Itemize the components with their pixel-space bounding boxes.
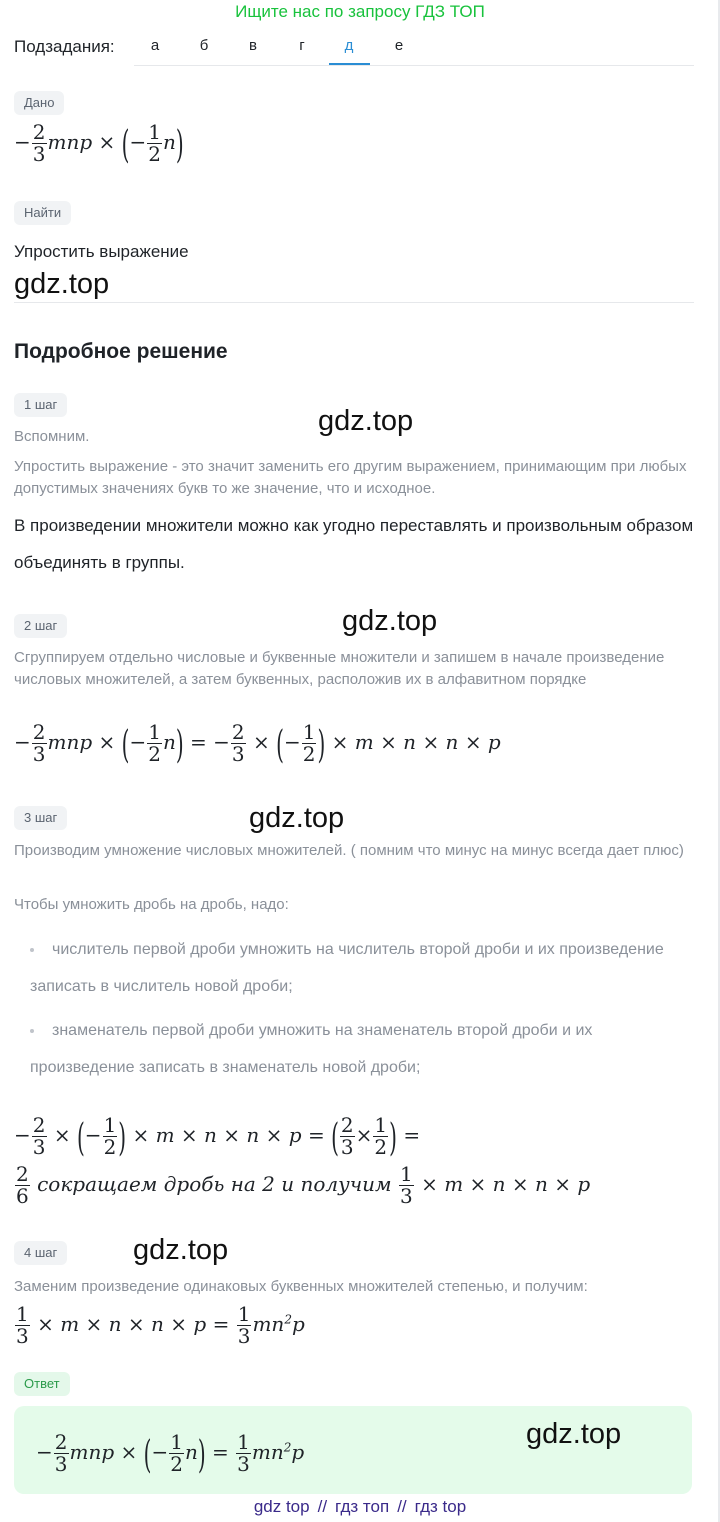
watermark: gdz.top xyxy=(342,605,438,637)
solution-title: Подробное решение xyxy=(14,340,228,363)
step2-equation: − $\frac{2}{3}$ mnp × (− $\frac{1}{2}$ n) = − $\frac{2}{3}$ × (− $\frac{1}{2}$ ) × m × n × n × p xyxy=(14,720,501,767)
subtask-tab-g[interactable]: г xyxy=(299,37,305,54)
given-expression: − $\frac{2}{3}$ mnp × (− $\frac{1}{2}$ n) xyxy=(14,120,184,167)
step3-bullet2: знаменатель первой дроби умножить на знаменатель второй дроби и их произведение записать в знаменатель новой дроби; xyxy=(30,1022,593,1076)
watermark: gdz.top xyxy=(14,268,110,300)
footer-link-gdz-top-mixed[interactable]: гдз top xyxy=(414,1497,467,1516)
footer-links xyxy=(0,1497,720,1517)
answer-equation: − $\frac{2}{3}$ mnp × (− $\frac{1}{2}$ n) = $\frac{1}{3}$ $mn^2p$ xyxy=(36,1430,305,1477)
step1-rule: В произведении множители можно как угодно переставлять и произвольным образом объединять в группы. xyxy=(14,516,694,572)
step1-recall: Вспомним. xyxy=(14,428,90,445)
watermark: gdz.top xyxy=(526,1418,622,1450)
subtask-tab-e[interactable]: е xyxy=(394,37,404,54)
step4-text: Заменим произведение одинаковых буквенных множителей степенью, и получим: xyxy=(14,1278,588,1295)
step4-equation: $\frac{1}{3}$ × m × n × n × p = $\frac{1}{3}$ $mn^2p$ xyxy=(16,1302,305,1348)
step3-text1: Производим умножение числовых множителей. ( помним что минус на минус всегда дает плюс) xyxy=(14,842,684,859)
step1-chip: 1 шаг xyxy=(14,393,67,417)
given-chip: Дано xyxy=(14,91,64,115)
watermark: gdz.top xyxy=(133,1234,229,1266)
step2-chip: 2 шаг xyxy=(14,614,67,638)
step3-equation1: − $\frac{2}{3}$ × (− $\frac{1}{2}$ ) × m × n × n × p = ( $\frac{2}{3}$ × $\frac{1}{2}$ ) = xyxy=(14,1113,421,1160)
step2-text: Сгруппируем отдельно числовые и буквенные множители и запишем в начале произведение числовых множителей, а затем буквенных, расположив их в алфавитном порядке xyxy=(14,649,665,688)
find-divider xyxy=(14,302,694,303)
step1-definition: Упростить выражение - это значит заменить его другим выражением, принимающим при любых допустимых значениях букв то же значение, что и исходное. xyxy=(14,458,687,497)
footer-separator: // xyxy=(317,1497,328,1516)
step4-chip: 4 шаг xyxy=(14,1241,67,1265)
step3-bullet1: числитель первой дроби умножить на числитель второй дроби и их произведение записать в числитель новой дроби; xyxy=(30,941,664,995)
subtask-tab-v[interactable]: в xyxy=(249,37,257,54)
tabs-divider xyxy=(134,65,694,66)
find-chip: Найти xyxy=(14,201,71,225)
watermark: gdz.top xyxy=(249,802,345,834)
answer-chip: Ответ xyxy=(14,1372,70,1396)
step3-chip: 3 шаг xyxy=(14,806,67,830)
footer-link-gdz-top[interactable]: gdz top xyxy=(253,1497,310,1516)
step3-equation2: $\frac{2}{6}$ сокращаем дробь на 2 и получим $\frac{1}{3}$ × m × n × n × p xyxy=(16,1162,591,1208)
footer-separator: // xyxy=(397,1497,407,1516)
subtasks-label: Подзадания: xyxy=(14,37,115,56)
promo-banner[interactable]: Ищите нас по запросу ГДЗ ТОП xyxy=(235,2,485,21)
subtask-tab-a[interactable]: а xyxy=(150,37,160,54)
footer-link-gdz-top-ru[interactable]: гдз топ xyxy=(335,1497,390,1516)
find-text: Упростить выражение xyxy=(14,242,189,261)
step3-text2: Чтобы умножить дробь на дробь, надо: xyxy=(14,896,289,913)
watermark: gdz.top xyxy=(318,405,414,437)
subtask-tab-b[interactable]: б xyxy=(199,37,209,54)
subtask-tab-d[interactable]: д xyxy=(344,37,354,54)
